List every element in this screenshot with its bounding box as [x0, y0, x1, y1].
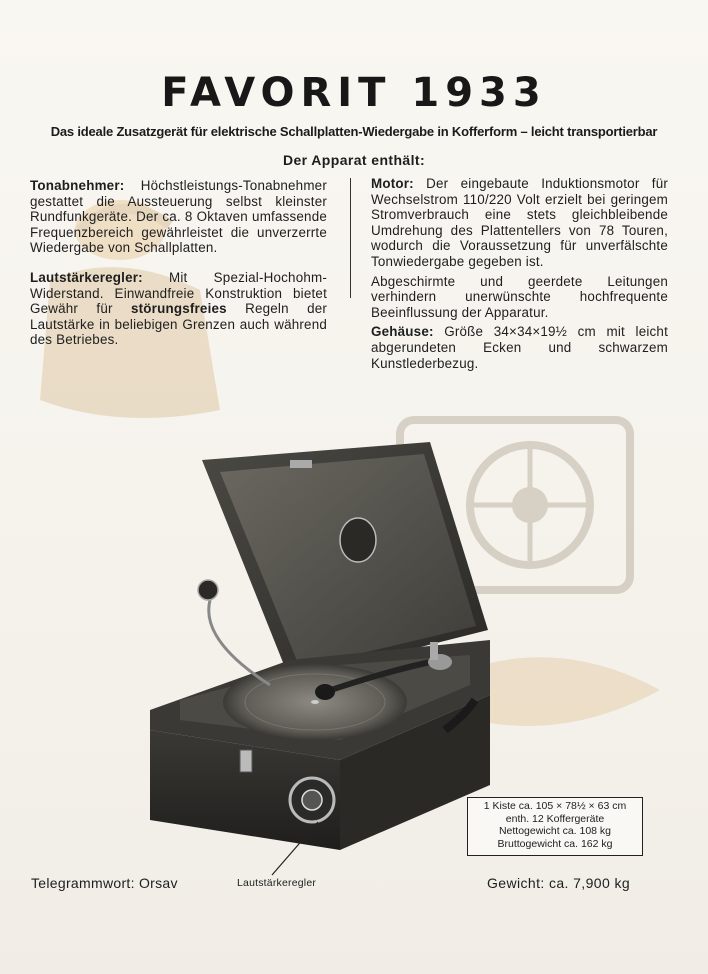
- lid-logo-emblem: [340, 518, 376, 562]
- page-subtitle: Das ideale Zusatzgerät für elektrische Schallplatten-Wiedergabe in Kofferform – leicht transportierbar: [50, 124, 658, 139]
- motor-label: Motor:: [371, 176, 414, 191]
- lautstaerke-bold: störungsfreies: [130, 301, 227, 317]
- gehaeuse-paragraph: [371, 324, 668, 371]
- gehaeuse-label: Gehäuse:: [371, 324, 434, 340]
- shield-text: Abgeschirmte und geerdete Leitungen verhindern unerwünschte hochfrequente Beeinflussung der Apparatur.: [371, 273, 668, 320]
- section-heading: Der Apparat enthält:: [282, 152, 426, 168]
- motor-text: Der eingebaute Induktionsmotor für Wechselstrom 110/220 Volt erzielt bei geringem Stromverbrauch eine stets gleichbleibende Umdrehung des Plattentellers von 78 Touren, wodurch die Voraussetzung für unverfälschte Tonwiedergabe gegeben ist.: [371, 176, 669, 269]
- needle-holder: [198, 580, 218, 600]
- lautstaerke-paragraph: [30, 270, 327, 348]
- motor-paragraph: [371, 176, 668, 270]
- tonabnehmer-label: Tonabnehmer:: [30, 178, 125, 193]
- crate-line-net-weight: Nettogewicht ca. 108 kg: [498, 825, 612, 837]
- tonabnehmer-text: Höchstleistungs-Tonabnehmer gestattet die Aussteuerung selbst kleinster Rundfunkgeräte. Der ca. 8 Oktaven umfassende Frequenzbereich gewährleistet die unverzerrte Wiedergabe von Schallplatten.: [30, 178, 327, 256]
- case-latch: [240, 750, 252, 772]
- volume-control-caption: Lautstärkeregler: [237, 877, 317, 889]
- crate-line-contents: enth. 12 Koffergeräte: [505, 812, 605, 825]
- crate-line-gross-weight: Bruttogewicht ca. 162 kg: [497, 837, 613, 850]
- total-weight: Gewicht: ca. 7,900 kg: [487, 875, 631, 891]
- tonearm-head: [315, 684, 335, 700]
- telegram-word: Telegrammwort: Orsav: [31, 875, 178, 891]
- left-text-column: [30, 178, 327, 358]
- shield-paragraph: [371, 274, 668, 321]
- right-text-column: [371, 176, 668, 381]
- column-divider: [350, 178, 351, 298]
- gehaeuse-text: Größe 34×34×19½ cm mit leicht abgerundeten Ecken und schwarzem Kunstlederbezug.: [371, 324, 668, 371]
- caption-pointer-line: [268, 820, 328, 880]
- tonabnehmer-paragraph: [30, 178, 327, 256]
- gramophone-photo: [140, 430, 500, 850]
- lid-clasp: [290, 460, 312, 468]
- crate-line-dimensions: 1 Kiste ca. 105 × 78½ × 63 cm: [483, 800, 627, 812]
- lautstaerke-text-2: Regeln der Lautstärke in beliebigen Grenzen auch während des Betriebes.: [30, 301, 328, 348]
- lautstaerke-label: Lautstärkeregler:: [30, 269, 143, 285]
- lautstaerke-text-1: Mit Spezial-Hochohm-Widerstand. Einwandfreie Konstruktion bietet Gewähr für: [30, 269, 328, 317]
- page-title: FAVORIT 1933: [161, 70, 547, 116]
- crate-info-box: [467, 797, 643, 856]
